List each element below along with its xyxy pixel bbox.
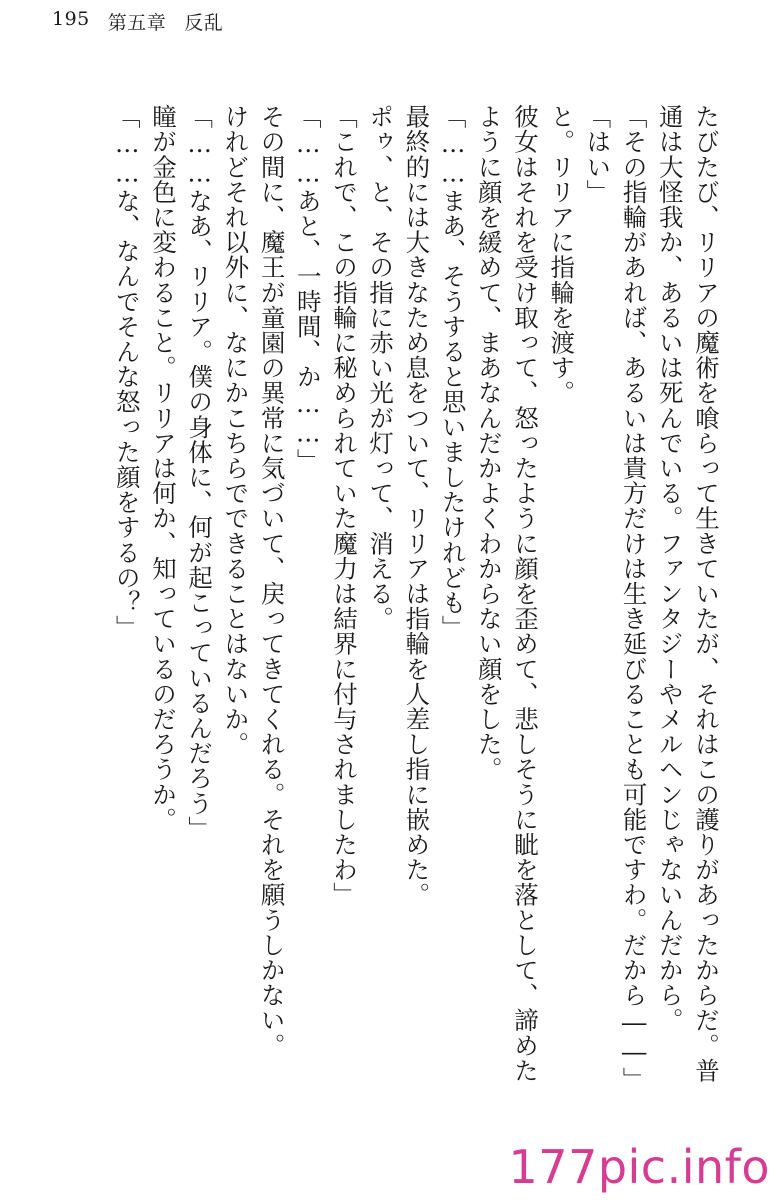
text-line: 「はい」 [583,104,613,205]
text-line: 「その指輪があれば、あるいは貴方だけは生き延びることも可能ですわ。だから――」 [619,104,649,1092]
text-line: 「……なあ、リリア。僕の身体に、何が起こっているんだろう」 [185,104,215,841]
text-line: 瞳が金色に変わること。リリアは何か、知っているのだろうか。 [148,104,178,832]
text-line: と。リリアに指輪を渡す。 [547,104,577,406]
text-line: 「……な、なんでそんな怒った顔をするの？」 [112,104,142,641]
page-number: 195 [52,8,90,30]
text-line: 最終的には大きなため息をついて、リリアは指輪を人差し指に嵌めた。 [402,104,432,908]
text-line: たびたび、リリアの魔術を喰らって生きていたが、それはこの護りがあったからだ。普 [692,104,721,1083]
text-line: けれどそれ以外に、なにかこちらでできることはないか。 [221,104,251,757]
novel-body-text [109,104,724,1092]
text-line: ポゥ、と、その指に赤い光が灯って、消える。 [366,104,396,632]
text-line: その間に、魔王が童園の異常に気づいて、戻ってきてくれる。それを願うしかない。 [257,104,287,1058]
text-line: 「これで、この指輪に秘められていた魔力は結界に付与されましたわ」 [329,104,359,908]
chapter-label: 第五章 [107,12,167,34]
text-line: ように顔を緩めて、まあなんだかよくわからない顔をした。 [474,104,504,782]
site-watermark: 177pic.info [508,1140,770,1194]
text-line: 通は大怪我か、あるいは死んでいる。ファンタジーやメルヘンじゃないんだから。 [655,104,685,1033]
text-line: 彼女はそれを受け取って、怒ったように顔を歪めて、悲しそうに眦を落として、諦めた [510,104,540,1083]
page-header [52,8,223,35]
text-line: 「……まあ、そうすると思いましたけれども」 [438,104,468,641]
text-line: 「……あと、一時間、か……」 [293,104,323,474]
chapter-title: 反乱 [184,12,224,34]
